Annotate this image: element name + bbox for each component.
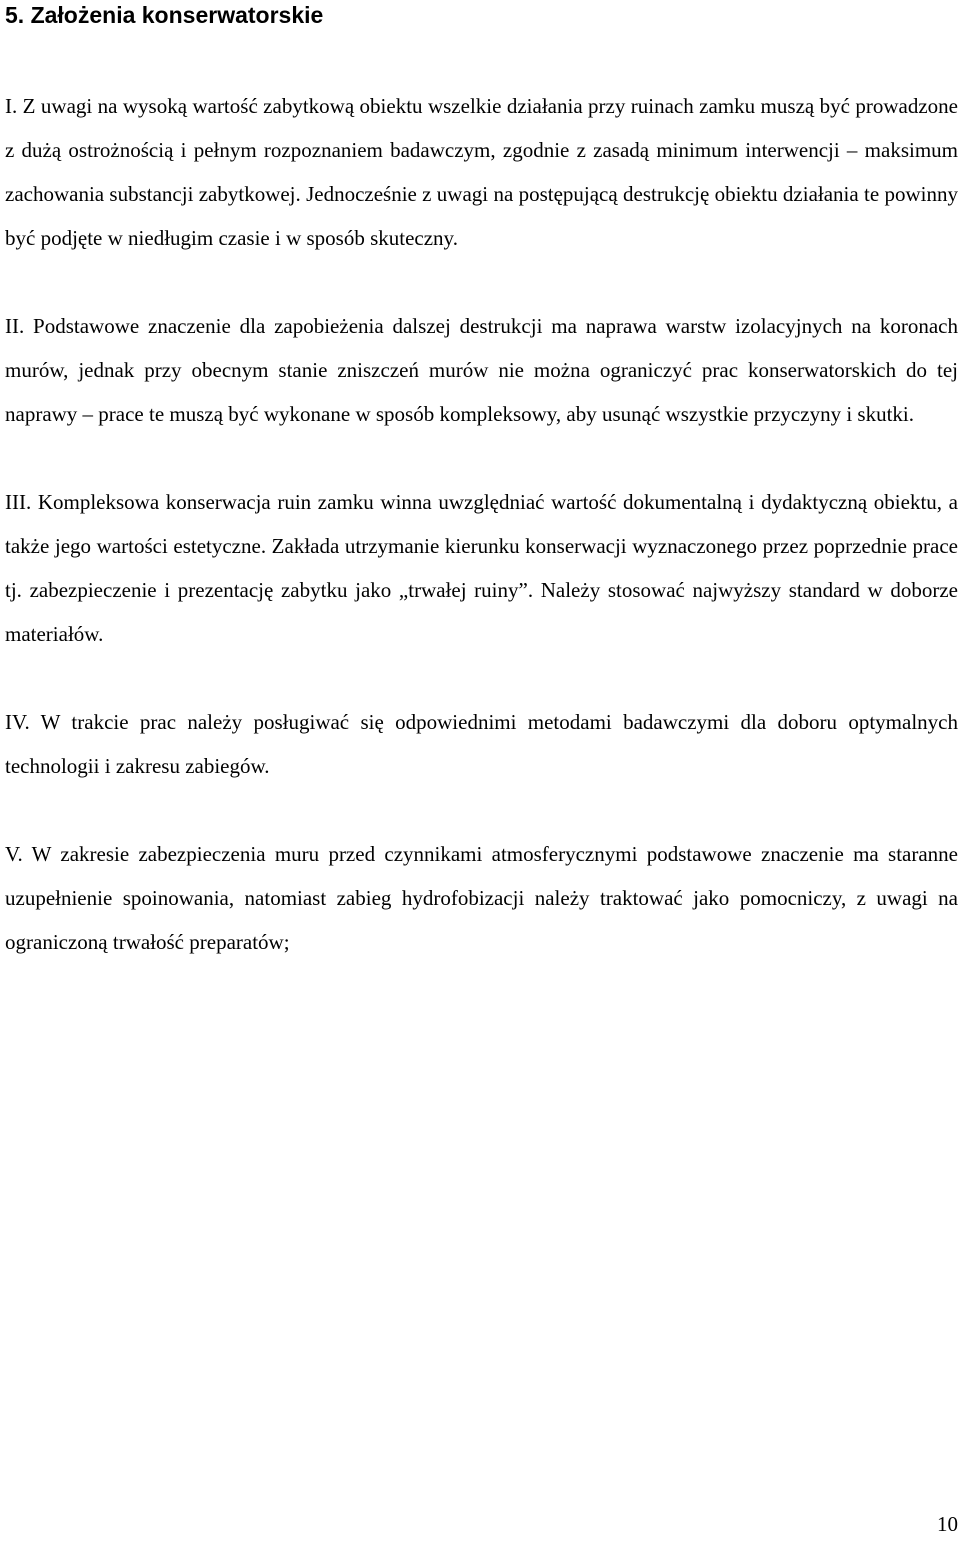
page-number: 10 [937,1512,958,1536]
paragraph-4: IV. W trakcie prac należy posługiwać się odpowiednimi metodami badawczymi dla doboru optymalnych technologii i zakresu zabiegów. [5,710,958,778]
paragraph-1: I. Z uwagi na wysoką wartość zabytkową obiektu wszelkie działania przy ruinach zamku muszą być prowadzone z dużą ostrożnością i pełnym rozpoznaniem badawczym, zgodnie z zasadą minimum interwencji – maksimum zachowania substancji zabytkowej. Jednocześnie z uwagi na postępującą destrukcję obiektu działania te powinny być podjęte w niedługim czasie i w sposób skuteczny. [5,94,958,250]
paragraph-3: III. Kompleksowa konserwacja ruin zamku winna uwzględniać wartość dokumentalną i dydaktyczną obiektu, a także jego wartości estetyczne. Zakłada utrzymanie kierunku konserwacji wyznaczonego przez poprzednie prace tj. zabezpieczenie i prezentację zabytku jako „trwałej ruiny”. Należy stosować najwyższy standard w doborze materiałów. [5,490,958,646]
paragraph-5: V. W zakresie zabezpieczenia muru przed czynnikami atmosferycznymi podstawowe znaczenie ma staranne uzupełnienie spoinowania, natomiast zabieg hydrofobizacji należy traktować jako pomocniczy, z uwagi na ograniczoną trwałość preparatów; [5,842,958,954]
section-heading: 5. Założenia konserwatorskie [5,2,324,28]
paragraph-2: II. Podstawowe znaczenie dla zapobieżenia dalszej destrukcji ma naprawa warstw izolacyjnych na koronach murów, jednak przy obecnym stanie zniszczeń murów nie można ograniczyć prac konserwatorskich do tej naprawy – prace te muszą być wykonane w sposób kompleksowy, aby usunąć wszystkie przyczyny i skutki. [5,314,958,426]
document-body [5,84,958,964]
